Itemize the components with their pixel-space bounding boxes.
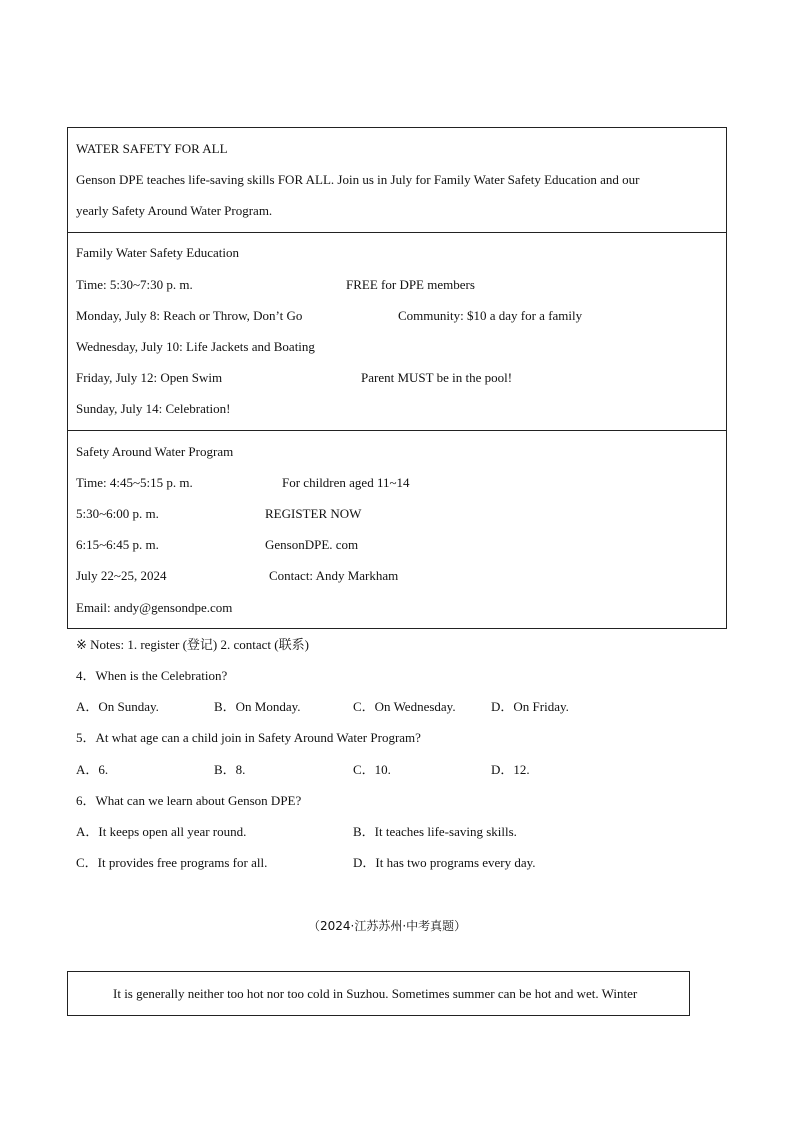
family-parent-note: Parent MUST be in the pool! <box>361 370 513 385</box>
notice-divider-1 <box>67 232 727 233</box>
family-sunday: Sunday, July 14: Celebration! <box>76 401 231 416</box>
question-4-option-d[interactable]: D．On Friday. <box>491 699 569 714</box>
question-5-option-d[interactable]: D．12. <box>491 762 530 777</box>
family-time: Time: 5:30~7:30 p. m. <box>76 277 193 292</box>
family-section-title: Family Water Safety Education <box>76 245 239 260</box>
family-friday: Friday, July 12: Open Swim <box>76 370 223 385</box>
notice-divider-2 <box>67 430 727 431</box>
notice-title: WATER SAFETY FOR ALL <box>76 141 228 156</box>
question-4-option-c[interactable]: C．On Wednesday. <box>353 699 456 714</box>
program-email: Email: andy@gensondpe.com <box>76 600 233 615</box>
notice-intro-line1: Genson DPE teaches life-saving skills FOR ALL. Join us in July for Family Water Safety Education and our <box>76 172 640 187</box>
program-time-2: 5:30~6:00 p. m. <box>76 506 159 521</box>
program-dates: July 22~25, 2024 <box>76 568 167 583</box>
question-6-option-d[interactable]: D．It has two programs every day. <box>353 855 536 870</box>
program-website: GensonDPE. com <box>265 537 359 552</box>
program-children-age: For children aged 11~14 <box>282 475 410 490</box>
vocab-notes: ※ Notes: 1. register (登记) 2. contact (联系) <box>76 637 309 652</box>
question-4-option-a[interactable]: A．On Sunday. <box>76 699 159 714</box>
question-5-option-a[interactable]: A．6. <box>76 762 109 777</box>
program-time-1: Time: 4:45~5:15 p. m. <box>76 475 193 490</box>
question-4-stem: 4．When is the Celebration? <box>76 668 228 683</box>
program-section-title: Safety Around Water Program <box>76 444 234 459</box>
question-6-option-b[interactable]: B．It teaches life-saving skills. <box>353 824 517 839</box>
family-wednesday: Wednesday, July 10: Life Jackets and Boating <box>76 339 315 354</box>
family-community-price: Community: $10 a day for a family <box>398 308 583 323</box>
question-5-option-b[interactable]: B．8. <box>214 762 246 777</box>
question-6-option-c[interactable]: C．It provides free programs for all. <box>76 855 268 870</box>
passage-first-line: It is generally neither too hot nor too cold in Suzhou. Sometimes summer can be hot and wet. Winter <box>113 986 638 1001</box>
program-register: REGISTER NOW <box>265 506 362 521</box>
question-4-option-b[interactable]: B．On Monday. <box>214 699 301 714</box>
program-time-3: 6:15~6:45 p. m. <box>76 537 159 552</box>
family-monday: Monday, July 8: Reach or Throw, Don’t Go <box>76 308 303 323</box>
family-free-note: FREE for DPE members <box>346 277 475 292</box>
notice-intro-line2: yearly Safety Around Water Program. <box>76 203 273 218</box>
source-citation: （2024·江苏苏州·中考真题） <box>308 919 467 933</box>
question-5-option-c[interactable]: C．10. <box>353 762 391 777</box>
program-contact: Contact: Andy Markham <box>269 568 399 583</box>
question-6-stem: 6．What can we learn about Genson DPE? <box>76 793 302 808</box>
question-6-option-a[interactable]: A．It keeps open all year round. <box>76 824 247 839</box>
question-5-stem: 5．At what age can a child join in Safety Around Water Program? <box>76 730 421 745</box>
